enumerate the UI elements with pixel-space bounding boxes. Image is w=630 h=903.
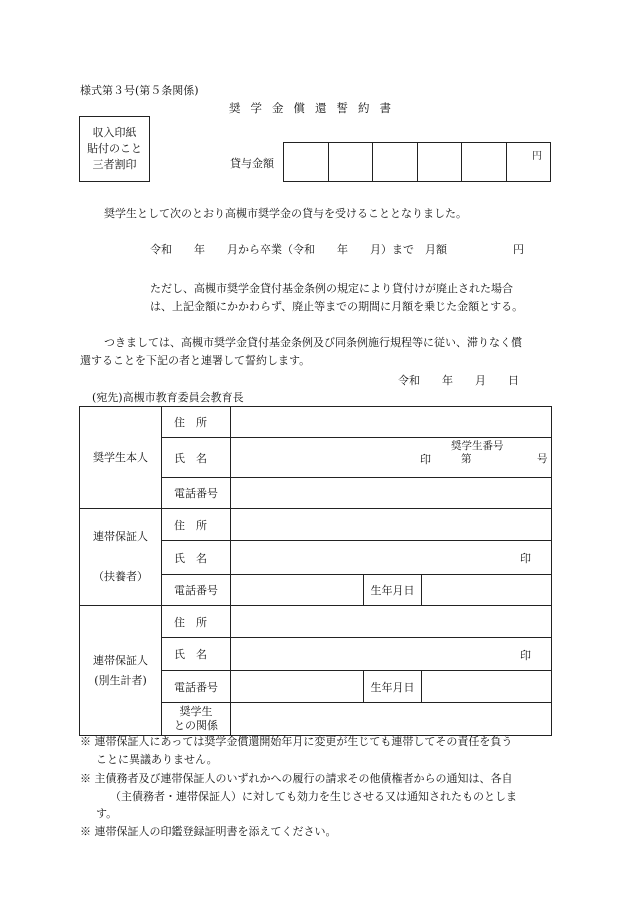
amount-digit-box[interactable] (284, 143, 329, 181)
guarantor2-birth-field[interactable] (422, 671, 552, 703)
guarantor1-phone-field[interactable] (231, 575, 364, 606)
signatory-table (79, 406, 552, 736)
note-text: ※ 連帯保証人の印鑑登録証明書を添えてください。 (80, 825, 337, 838)
guarantor1-address-label: 住 所 (162, 509, 231, 541)
student-address-field[interactable] (231, 407, 552, 438)
note-text: （主債務者・連帯保証人）に対しても効力を生じさせる又は通知されたものとしま (110, 790, 517, 803)
amount-digit-box[interactable] (373, 143, 418, 181)
pledge-text: つきましては、高槻市奨学金貸付基金条例及び同条例施行規程等に従い、滞りなく償 (104, 336, 522, 349)
guarantor2-name-label: 氏 名 (162, 638, 231, 671)
yen-unit: 円 (532, 151, 542, 162)
note-text: ※ 連帯保証人にあっては奨学金償還開始年月に変更が生じても連帯してその責任を負う (80, 735, 513, 748)
document-title: 奨学金償還誓約書 (229, 101, 401, 115)
amount-digit-box[interactable] (418, 143, 463, 181)
seal-mark: 印 (420, 453, 432, 466)
guarantor1-birth-label: 生年月日 (364, 575, 422, 606)
amount-digit-box[interactable] (329, 143, 374, 181)
guarantor2-relation-field[interactable] (231, 703, 552, 736)
student-number-prefix: 第 (461, 453, 472, 465)
guarantor2-group-label: 連帯保証人 (別生計者) (80, 606, 162, 736)
loan-amount-label: 貸与金額 (230, 157, 274, 170)
seal-mark: 印 (520, 649, 532, 662)
loan-amount-boxes[interactable] (283, 142, 551, 182)
student-phone-field[interactable] (231, 478, 552, 509)
guarantor2-relation-label: 奨学生 との関係 (162, 703, 231, 736)
guarantor1-group-label: 連帯保証人 （扶養者） (80, 509, 162, 606)
guarantor2-address-label: 住 所 (162, 606, 231, 638)
student-name-field[interactable] (231, 438, 552, 478)
addressee: (宛先)高槻市教育委員会教育長 (92, 391, 244, 404)
student-number (451, 440, 548, 466)
student-number-label: 奨学生番号 (451, 440, 504, 452)
stamp-box-line: 貼付のこと (87, 142, 142, 155)
amount-digit-box[interactable] (507, 143, 551, 181)
intro-text: 奨学生として次のとおり高槻市奨学金の貸与を受けることとなりました。 (104, 207, 467, 220)
guarantor1-name-field[interactable] (231, 541, 552, 575)
guarantor2-birth-label: 生年月日 (364, 671, 422, 703)
guarantor2-phone-field[interactable] (231, 671, 364, 703)
form-number-label: 様式第３号(第５条関係) (80, 84, 199, 97)
pledge-text: 還することを下記の者と連署して誓約します。 (80, 354, 311, 367)
student-address-label: 住 所 (162, 407, 231, 438)
guarantor1-name-label: 氏 名 (162, 541, 231, 575)
seal-mark: 印 (520, 552, 532, 565)
guarantor2-address-field[interactable] (231, 606, 552, 638)
proviso-text: ただし、高槻市奨学金貸付基金条例の規定により貸付けが廃止された場合 (150, 282, 513, 295)
stamp-box-line: 収入印紙 (92, 126, 137, 139)
student-group-label: 奨学生本人 (80, 407, 162, 509)
note-text: ※ 主債務者及び連帯保証人のいずれかへの履行の請求その他債権者からの通知は、各自 (80, 772, 513, 785)
amount-digit-box[interactable] (462, 143, 507, 181)
guarantor1-address-field[interactable] (231, 509, 552, 541)
loan-period-text: 令和 年 月から卒業（令和 年 月）まで 月額 円 (150, 243, 524, 256)
guarantor2-phone-label: 電話番号 (162, 671, 231, 703)
student-number-suffix: 号 (537, 453, 548, 465)
date-line: 令和 年 月 日 (398, 374, 519, 387)
stamp-box-line: 三者割印 (92, 158, 137, 171)
guarantor1-birth-field[interactable] (422, 575, 552, 606)
student-phone-label: 電話番号 (162, 478, 231, 509)
guarantor1-phone-label: 電話番号 (162, 575, 231, 606)
proviso-text: は、上記金額にかかわらず、廃止等までの期間に月額を乗じた金額とする。 (150, 300, 524, 313)
revenue-stamp-box (79, 116, 150, 182)
guarantor2-name-field[interactable] (231, 638, 552, 671)
note-text: す。 (96, 807, 118, 820)
student-name-label: 氏 名 (162, 438, 231, 478)
note-text: ことに異議ありません。 (96, 753, 218, 766)
